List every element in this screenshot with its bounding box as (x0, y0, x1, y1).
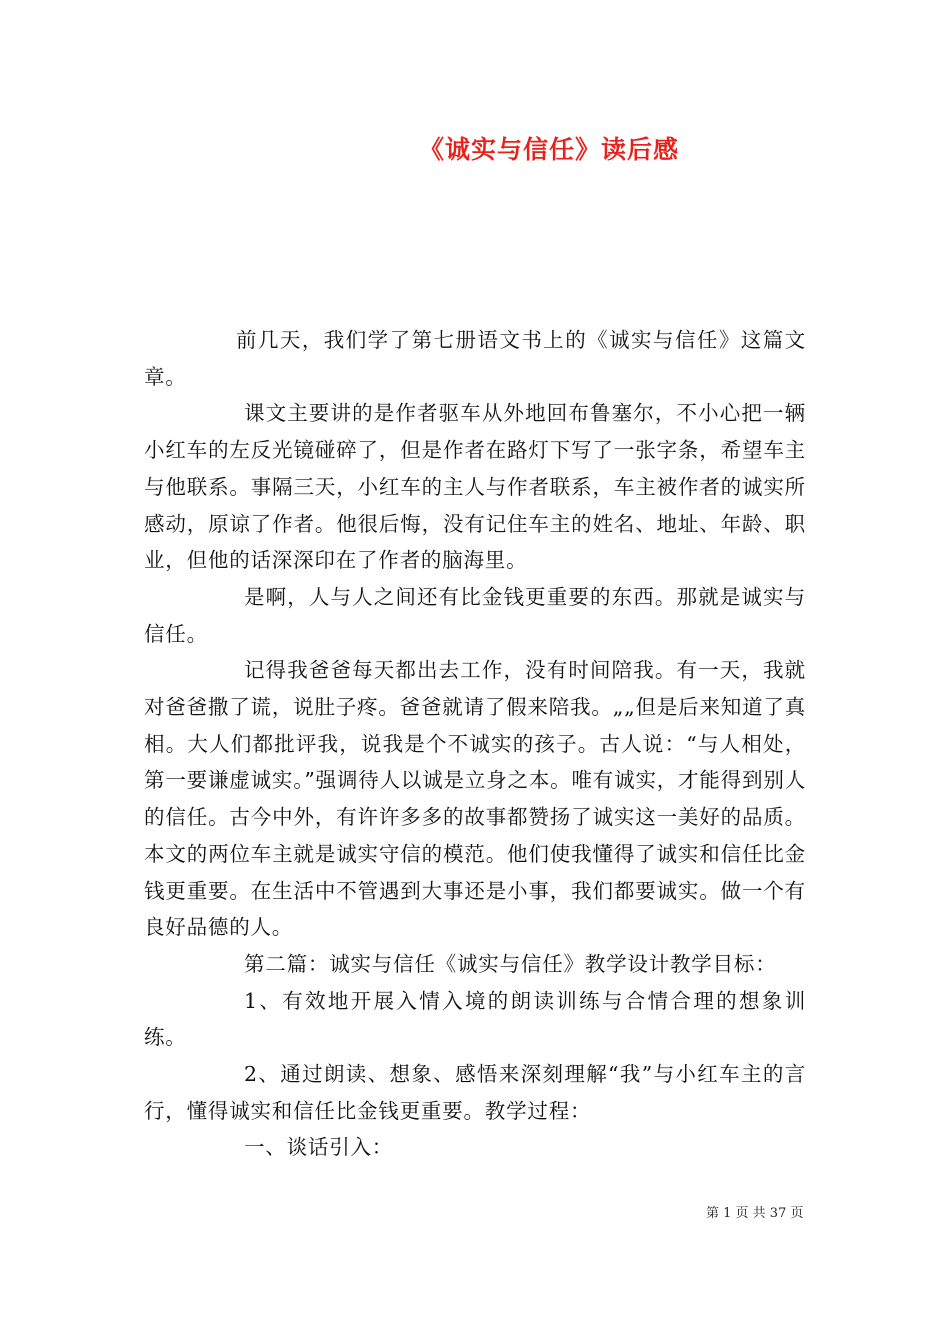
document-body (144, 322, 806, 1166)
paragraph: 是啊，人与人之间还有比金钱更重要的东西。那就是诚实与信任。 (144, 584, 806, 646)
paragraph: 前几天，我们学了第七册语文书上的《诚实与信任》这篇文章。 (144, 328, 806, 389)
paragraph: 一、谈话引入： (244, 1135, 394, 1160)
document-title: 《诚实与信任》读后感 (418, 135, 679, 164)
page-number-footer: 第 1 页 共 37 页 (706, 1206, 804, 1221)
paragraph: 1、有效地开展入情入境的朗读训练与合情合理的想象训练。 (144, 988, 806, 1050)
paragraph: 第二篇：诚实与信任《诚实与信任》教学设计教学目标： (244, 951, 777, 976)
paragraph: 记得我爸爸每天都出去工作，没有时间陪我。有一天，我就对爸爸撒了谎，说肚子疼。爸爸就请了假来陪我。„„但是后来知道了真相。大人们都批评我，说我是个不诚实的孩子。古人说：“与人相处，第一要谦虚诚实。”强调待人以诚是立身之本。唯有诚实，才能得到别人的信任。古今中外，有许许多多的故事都赞扬了诚实这一美好的品质。本文的两位车主就是诚实守信的模范。他们使我懂得了诚实和信任比金钱更重要。在生活中不管遇到大事还是小事，我们都要诚实。做一个有良好品德的人。 (144, 658, 806, 940)
paragraph: 课文主要讲的是作者驱车从外地回布鲁塞尔，不小心把一辆小红车的左反光镜碰碎了，但是作者在路灯下写了一张字条，希望车主与他联系。事隔三天，小红车的主人与作者联系，车主被作者的诚实所感动，原谅了作者。他很后悔，没有记住车主的姓名、地址、年龄、职业，但他的话深深印在了作者的脑海里。 (144, 401, 806, 573)
paragraph: 2、通过朗读、想象、感悟来深刻理解“我”与小红车主的言行，懂得诚实和信任比金钱更重要。教学过程： (144, 1062, 806, 1123)
